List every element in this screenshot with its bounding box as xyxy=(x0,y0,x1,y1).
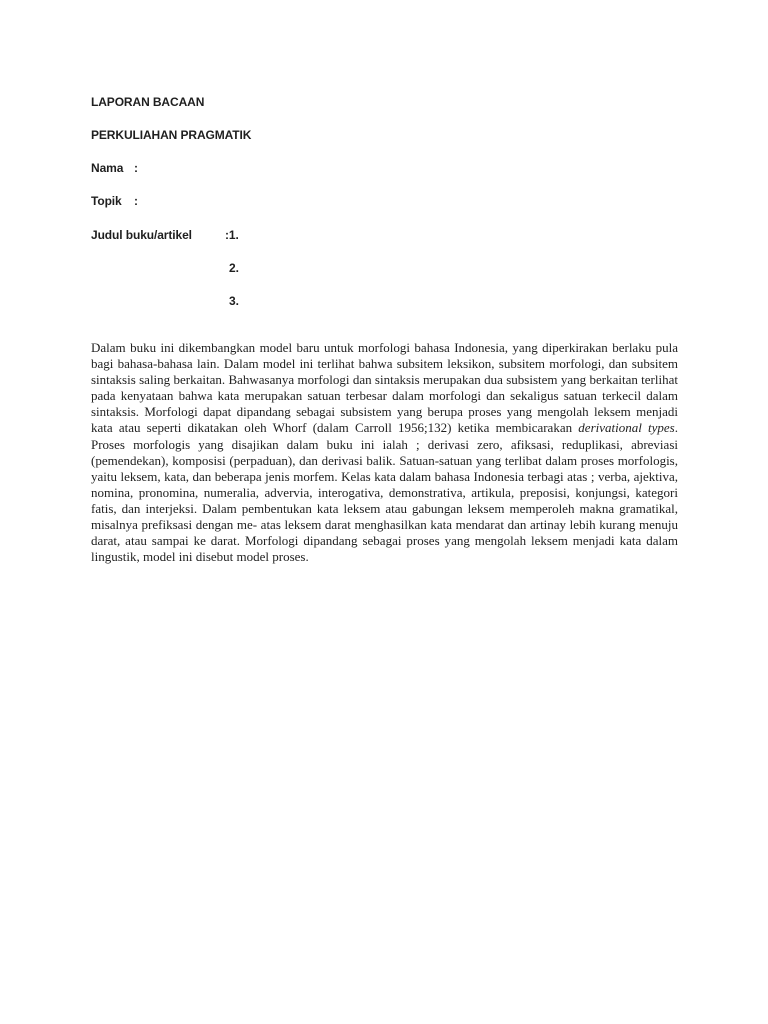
judul-item-3: 3. xyxy=(229,294,239,308)
topik-colon: : xyxy=(134,194,138,208)
judul-item-1: :1. xyxy=(225,228,239,242)
body-text-italic: derivational types xyxy=(578,420,675,436)
topik-label: Topik xyxy=(91,194,122,208)
body-text-part-2: . Proses morfologis yang disajikan dalam buku ini ialah ; derivasi zero, afiksasi, reduplikasi, abreviasi (pemendekan), komposisi (perpaduan), dan derivasi balik. Satuan-satuan yang terlibat dalam proses morfologis, yaitu leksem, kata, dan beberapa jenis morfem. Kelas kata dalam bahasa Indonesia terbagi atas ; verba, ajektiva, nomina, pronomina, numeralia, advervia, interogativa, demonstrativa, artikula, preposisi, konjungsi, kategori fatis, dan interjeksi. Dalam pembentukan kata leksem atau gabungan leksem memperoleh makna gramatikal, misalnya prefiksasi dengan me- atas leksem darat menghasilkan kata mendarat dan artinay lebih kurang menuju darat, atau sampai ke darat. Morfologi dipandang sebagai proses yang mengolah leksem menjadi kata dalam lingustik, model ini disebut model proses. xyxy=(91,420,678,565)
judul-item-2: 2. xyxy=(229,261,239,275)
nama-colon: : xyxy=(134,161,138,175)
course-title: PERKULIAHAN PRAGMATIK xyxy=(91,128,252,142)
document-title: LAPORAN BACAAN xyxy=(91,95,205,109)
nama-label: Nama xyxy=(91,161,124,175)
body-text-part-1: Dalam buku ini dikembangkan model baru untuk morfologi bahasa Indonesia, yang diperkirakan berlaku pula bagi bahasa-bahasa lain. Dalam model ini terlihat bahwa subsitem leksikon, subsitem morfologi, dan subsitem sintaksis saling berkaitan. Bahwasanya morfologi dan sintaksis merupakan dua subsistem yang berkaitan terlihat pada kenyataan bahwa kata merupakan satuan terbesar dalam morfologi dan sekaligus satuan terkecil dalam sintaksis. Morfologi dapat dipandang sebagai subsistem yang berupa proses yang mengolah leksem menjadi kata atau seperti dikatakan oleh Whorf (dalam Carroll 1956;132) ketika membicarakan xyxy=(91,340,678,436)
judul-label: Judul buku/artikel xyxy=(91,228,192,242)
body-paragraph xyxy=(91,340,678,565)
